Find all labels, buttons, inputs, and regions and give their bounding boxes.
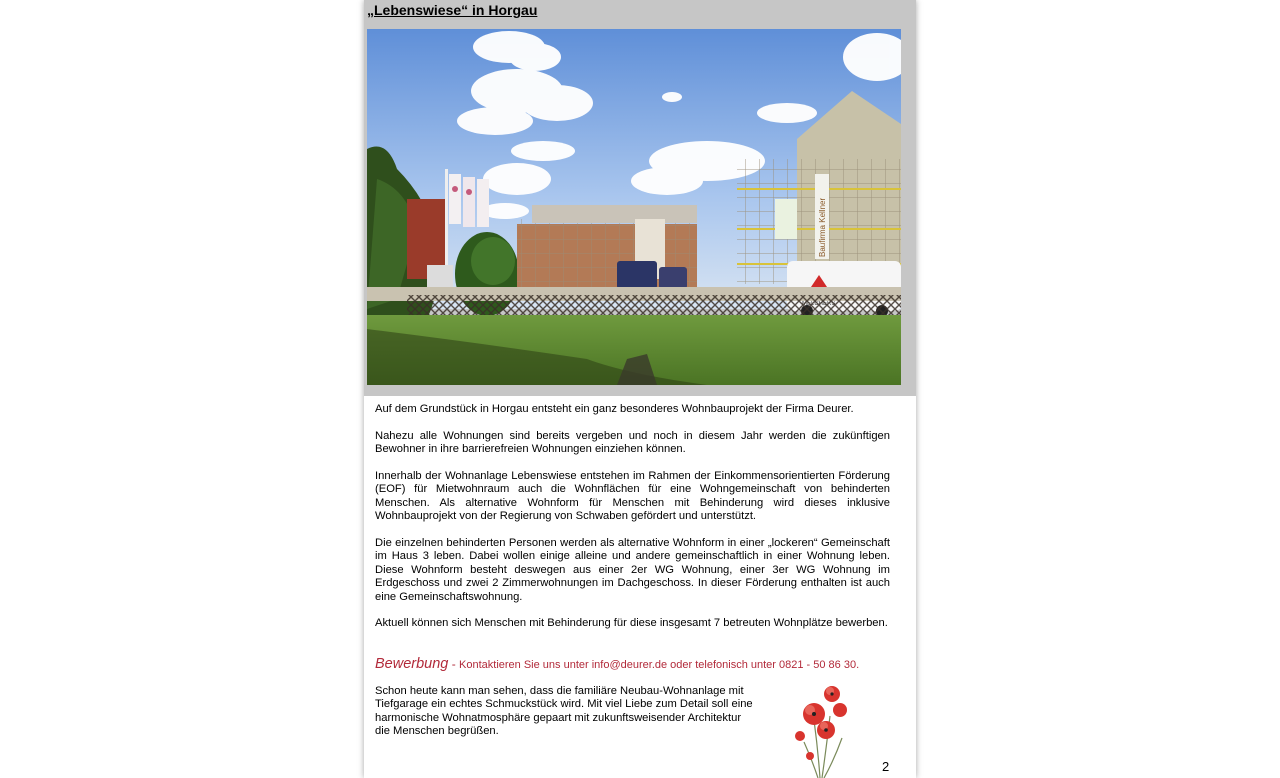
paragraph-intro: Auf dem Grundstück in Horgau entsteht ein ganz besonderes Wohnbauprojekt der Firma Deurer. [375,403,854,415]
construction-site-photo [367,29,901,385]
paragraph-closing: Schon heute kann man sehen, dass die familiäre Neubau-Wohnanlage mit Tiefgarage ein echtes Schmuckstück wird. Mit viel Liebe zum Detail soll eine harmonische Wohnatmosphäre gepaart mit zukunftsweisender Architektur die Menschen begrüßen. [375,685,753,738]
poppy-flowers-illustration [782,680,862,778]
contact-info: Kontaktieren Sie uns unter info@deurer.de oder telefonisch unter 0821 - 50 86 30. [459,659,860,671]
bewerbung-dash: - [448,657,460,671]
application-contact-line [375,655,895,673]
paragraph-funding: Innerhalb der Wohnanlage Lebenswiese entstehen im Rahmen der Einkommensorientierten Förderung (EOF) für Mietwohnraum auch die Wohnflächen für eine Wohngemeinschaft von behinderten Menschen. Als alternative Wohnform für Menschen mit Behinderung wird dieses inklusive Wohnbauprojekt von der Regierung von Schwaben gefördert und unterstützt. [375,470,890,523]
bewerbung-label: Bewerbung [375,656,449,672]
paragraph-community: Die einzelnen behinderten Personen werden als alternative Wohnform in einer „lockeren“ Gemeinschaft im Haus 3 leben. Dabei wollen einige alleine und andere gemeinschaftlich in einer Wohnung leben. Diese Wohnform besteht deswegen aus einer 2er WG Wohnung, einer 3er WG Wohnung im Erdgeschoss und zwei 2 Zimmerwohnungen im Dachgeschoss. In dieser Förderung enthalten ist auch eine Gemeinschaftswohnung. [375,537,890,603]
paragraph-application: Aktuell können sich Menschen mit Behinderung für diese insgesamt 7 betreuten Wohnplätze bewerben. [375,617,888,629]
paragraph-apartments: Nahezu alle Wohnungen sind bereits vergeben und noch in diesem Jahr werden die zukünftigen Bewohner in ihre barrierefreien Wohnungen einziehen können. [375,430,890,456]
page-number: 2 [882,759,890,774]
page-title: „Lebenswiese“ in Horgau [367,2,538,18]
photo-banner-text: Baufirma Kellner [818,197,827,257]
document-page [364,0,916,778]
